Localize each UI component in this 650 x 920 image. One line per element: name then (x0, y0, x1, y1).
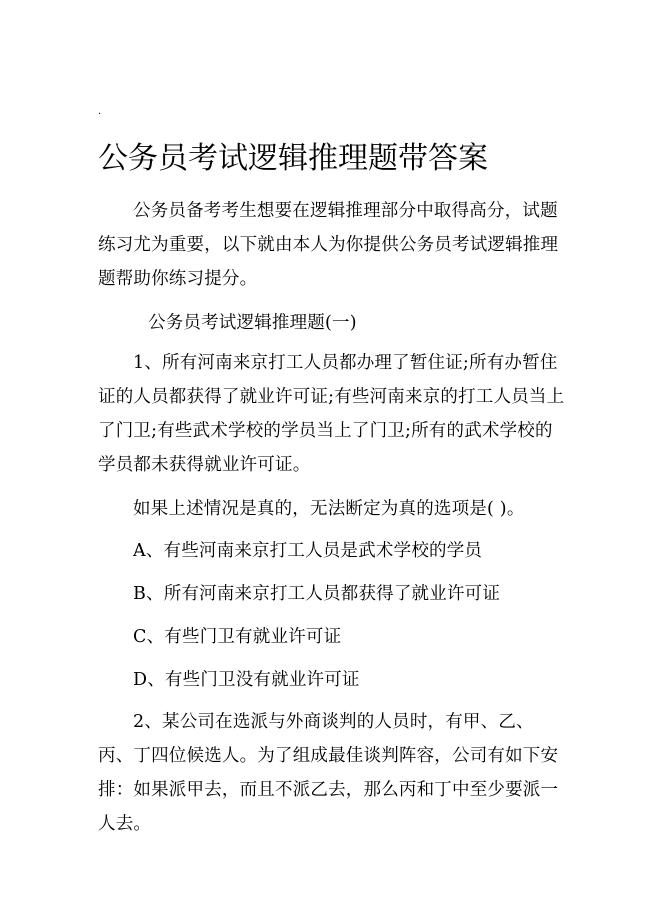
option-b: B、所有河南来京打工人员都获得了就业许可证 (133, 584, 501, 604)
page-title: 公务员考试逻辑推理题带答案 (98, 141, 488, 176)
option-d: D、有些门卫没有就业许可证 (133, 670, 360, 690)
option-a: A、有些河南来京打工人员是武术学校的学员 (133, 541, 483, 561)
section-heading: 公务员考试逻辑推理题(一) (148, 313, 357, 333)
question-1-prompt: 如果上述情况是真的，无法断定为真的选项是( )。 (133, 499, 525, 519)
intro-paragraph: 公务员备考考生想要在逻辑推理部分中取得高分，试题练习尤为重要，以下就由本人为你提供公务员考试逻辑推理题帮助你练习提分。 (98, 201, 559, 289)
stray-dot: . (98, 106, 102, 117)
question-2: 2、某公司在选派与外商谈判的人员时，有甲、乙、丙、丁四位候选人。为了组成最佳谈判阵容，公司有如下安排：如果派甲去，而且不派乙去，那么丙和丁中至少要派一人去。 (98, 712, 559, 834)
option-c: C、有些门卫有就业许可证 (133, 627, 342, 647)
question-1: 1、所有河南来京打工人员都办理了暂住证;所有办暂住证的人员都获得了就业许可证;有些河南来京的打工人员当上了门卫;有些武术学校的学员当上了门卫;所有的武术学校的学员都未获得就业许可证。 (98, 353, 565, 475)
